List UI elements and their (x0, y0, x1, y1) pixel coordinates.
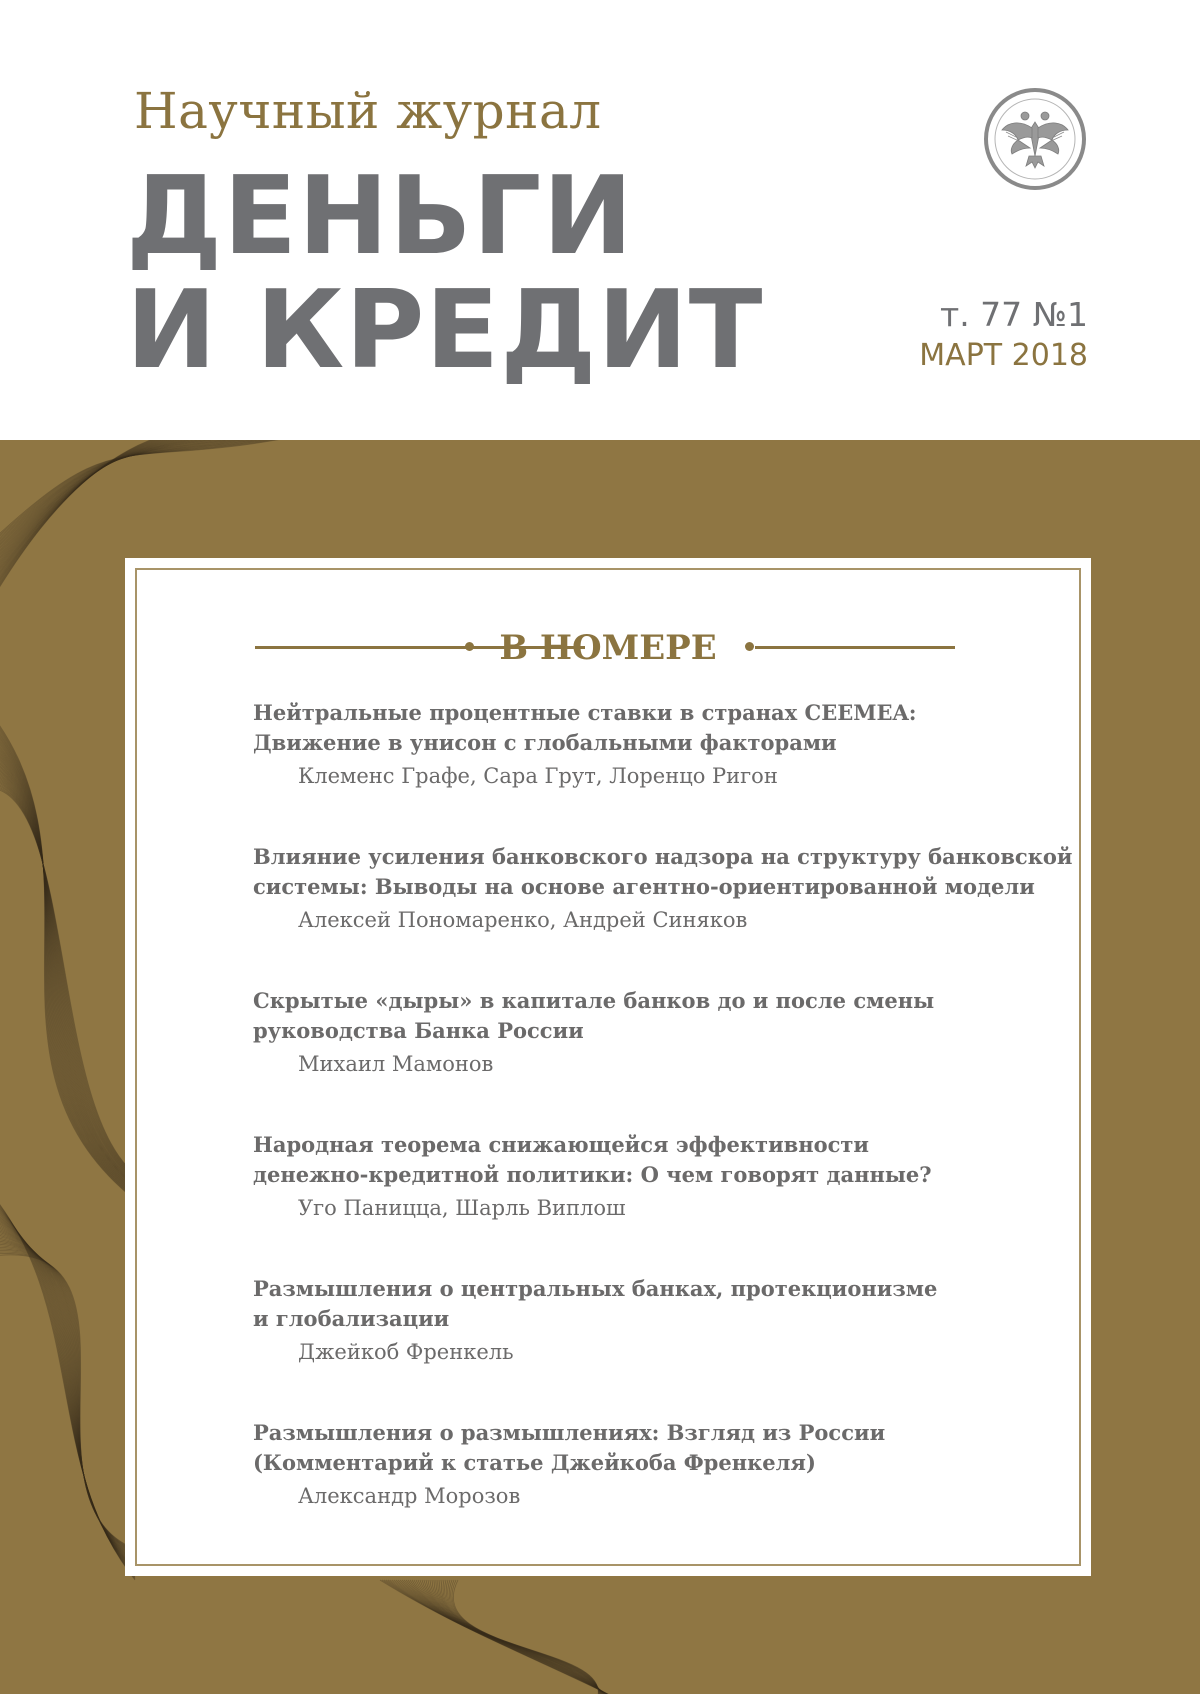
article-item (253, 986, 1033, 1130)
article-item (253, 1130, 1033, 1274)
contents-panel (125, 558, 1091, 1576)
article-title-line: и глобализации (253, 1306, 450, 1331)
issue-info (919, 294, 1088, 376)
wave-line (0, 750, 135, 1185)
heading-rule-right (755, 646, 955, 649)
wave-line (0, 784, 135, 1175)
contents-heading (125, 628, 1091, 668)
wave-line (0, 776, 135, 1177)
wave-line (0, 780, 135, 1176)
article-authors: Клеменс Графе, Сара Грут, Лоренцо Ригон (298, 764, 778, 788)
wave-line (0, 1196, 135, 1574)
article-title-line: Народная теорема снижающейся эффективности (253, 1132, 869, 1157)
article-item (253, 1274, 1033, 1418)
article-authors: Алексей Пономаренко, Андрей Синяков (298, 908, 748, 932)
article-title-line: системы: Выводы на основе агентно-ориентированной модели (253, 874, 1035, 899)
article-title (253, 842, 1073, 902)
article-title (253, 1418, 1033, 1478)
wave-line (0, 770, 135, 1179)
article-authors: Джейкоб Френкель (298, 1340, 514, 1364)
wave-line (0, 762, 135, 1181)
article-title-line: Размышления о размышлениях: Взгляд из России (253, 1420, 886, 1445)
article-item (253, 698, 1033, 842)
cover-header (0, 0, 1200, 440)
wave-line (0, 782, 135, 1175)
article-title-line: Влияние усиления банковского надзора на структуру банковской (253, 844, 1073, 869)
journal-subtitle: Научный журнал (134, 82, 602, 140)
article-item (253, 1418, 1033, 1562)
article-title-line: Движение в унисон с глобальными факторами (253, 730, 837, 755)
wave-line (0, 756, 135, 1183)
journal-title-line-2: И КРЕДИТ (126, 268, 764, 393)
wave-line (0, 752, 135, 1184)
bank-of-russia-emblem-icon (982, 86, 1088, 192)
wave-line (0, 748, 135, 1186)
journal-title-line-1: ДЕНЬГИ (126, 154, 634, 279)
article-title-line: денежно-кредитной политики: О чем говорят данные? (253, 1162, 932, 1187)
article-title-line: (Комментарий к статье Джейкоба Френкеля) (253, 1450, 816, 1475)
article-title-line: Скрытые «дыры» в капитале банков до и после смены (253, 988, 935, 1013)
wave-line (0, 746, 135, 1186)
article-item (253, 842, 1073, 986)
article-title (253, 986, 1033, 1046)
article-authors: Михаил Мамонов (298, 1052, 494, 1076)
contents-heading-title: В НОМЕРЕ (499, 628, 717, 668)
wave-line (0, 754, 135, 1184)
issue-date: МАРТ 2018 (919, 338, 1088, 373)
wave-line (0, 768, 135, 1180)
wave-line (0, 774, 135, 1178)
wave-line (0, 766, 135, 1180)
wave-line (0, 772, 135, 1178)
article-title-line: Размышления о центральных банках, протекционизме (253, 1276, 938, 1301)
article-authors: Александр Морозов (298, 1484, 521, 1508)
article-authors: Уго Паницца, Шарль Виплош (298, 1196, 626, 1220)
issue-volume-number: т. 77 №1 (939, 295, 1088, 334)
article-list (253, 698, 1073, 1562)
wave-line (0, 744, 135, 1187)
wave-line (0, 760, 135, 1182)
wave-line (0, 778, 135, 1177)
article-title (253, 1274, 1033, 1334)
journal-title (126, 154, 764, 393)
article-title (253, 1130, 1033, 1190)
article-title-line: руководства Банка России (253, 1018, 584, 1043)
wave-line (0, 764, 135, 1181)
heading-dot-right (745, 642, 754, 651)
wave-line (0, 786, 135, 1175)
wave-line (0, 758, 135, 1183)
article-title-line: Нейтральные процентные ставки в странах CEEMEA: (253, 700, 917, 725)
article-title (253, 698, 1033, 758)
